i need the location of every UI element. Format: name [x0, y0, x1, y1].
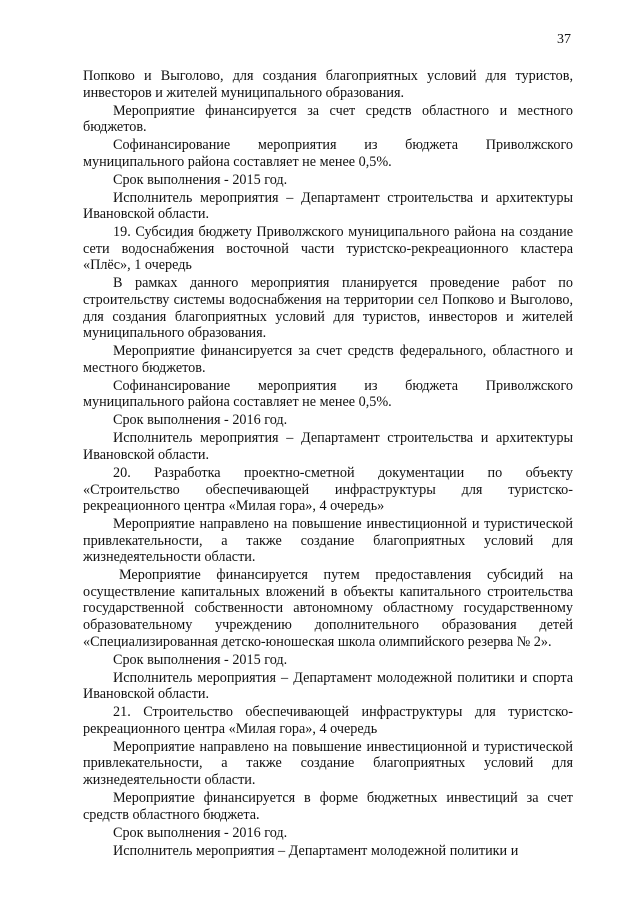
paragraph: Срок выполнения - 2015 год. [113, 651, 288, 668]
paragraph: Исполнитель мероприятия – Департамент строительства и архитектуры Ивановской области. [83, 430, 573, 463]
paragraph: Мероприятие финансируется за счет средств федерального, областного и местного бюджетов. [83, 343, 573, 376]
paragraph: Срок выполнения - 2016 год. [113, 412, 288, 429]
paragraph: В рамках данного мероприятия планируется проведение работ по строительству системы водоснабжения на территории сел Попково и Выголово, для создания благоприятных условий для туристов, инвесторов и жителей муниципального образования. [83, 275, 573, 342]
paragraph: Срок выполнения - 2016 год. [113, 824, 288, 841]
paragraph: Исполнитель мероприятия – Департамент молодежной политики и спорта Ивановской области. [83, 669, 573, 703]
paragraph: Исполнитель мероприятия – Департамент молодежной политики и [113, 842, 519, 859]
paragraph: Софинансирование мероприятия из бюджета Приволжского муниципального района составляет не менее 0,5%. [83, 137, 573, 170]
paragraph: Софинансирование мероприятия из бюджета Приволжского муниципального района составляет не менее 0,5%. [83, 377, 573, 411]
paragraph: Попково и Выголово, для создания благоприятных условий для туристов, инвесторов и жителей муниципального образования. [83, 68, 573, 101]
paragraph: Мероприятие финансируется в форме бюджетных инвестиций за счет средств областного бюджета. [83, 789, 573, 823]
paragraph: Срок выполнения - 2015 год. [113, 171, 288, 188]
paragraph: Мероприятие финансируется за счет средств областного и местного бюджетов. [83, 102, 573, 136]
page-number: 37 [557, 32, 571, 47]
paragraph: 19. Субсидия бюджету Приволжского муниципального района на создание сети водоснабжения восточной части туристско-рекреационного кластера «Плёс», 1 очередь [83, 224, 573, 274]
paragraph: Исполнитель мероприятия – Департамент строительства и архитектуры Ивановской области. [83, 189, 573, 223]
paragraph: 20. Разработка проектно-сметной документации по объекту «Строительство обеспечивающей инфраструктуры для туристско-рекреационного центра «Милая гора», 4 очередь» [83, 464, 573, 515]
document-body [83, 68, 573, 859]
paragraph: Мероприятие направлено на повышение инвестиционной и туристической привлекательности, а также создание благоприятных условий для жизнедеятельности области. [83, 738, 573, 788]
paragraph: Мероприятие финансируется путем предоставления субсидий на осуществление капитальных вложений в объекты капитального строительства государственной собственности автономному областному государственному образовательному учреждению дополнительного образования детей «Специализированная детско-юношеская школа олимпийского резерва № 2». [83, 567, 573, 650]
paragraph: 21. Строительство обеспечивающей инфраструктуры для туристско-рекреационного центра «Милая гора», 4 очередь [83, 704, 573, 737]
paragraph: Мероприятие направлено на повышение инвестиционной и туристической привлекательности, а также создание благоприятных условий для жизнедеятельности области. [83, 516, 573, 566]
